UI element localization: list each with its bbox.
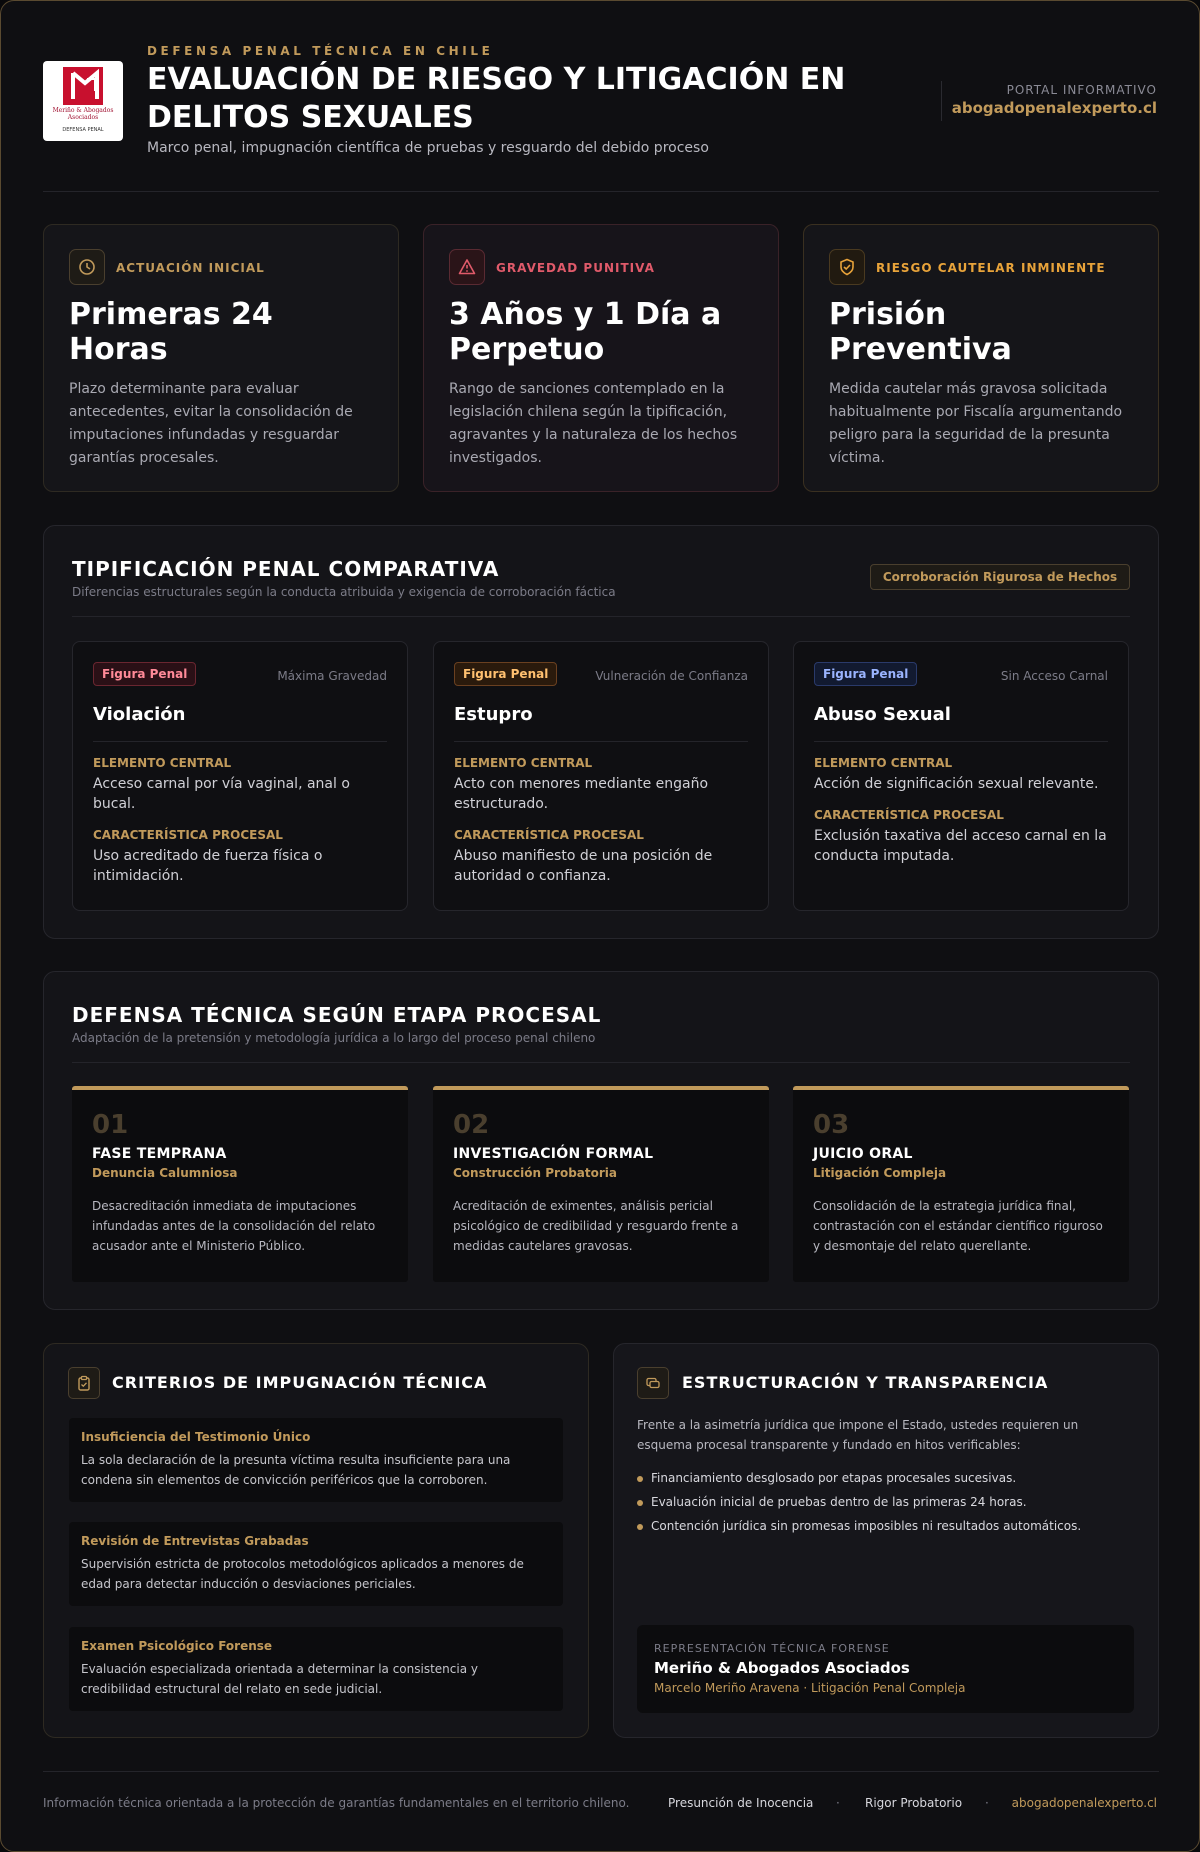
shield-icon <box>829 249 865 285</box>
stat-description: Medida cautelar más gravosa solicitada habitualmente por Fiscalía argumentando peligro para la seguridad de la presunta víctima. <box>829 381 1123 466</box>
criterio-item <box>69 1418 563 1502</box>
stage-description: Desacreditación inmediata de imputaciones infundadas antes de la consolidación del relato acusador ante el Ministerio Público. <box>92 1199 376 1253</box>
criterio-item <box>69 1627 563 1711</box>
stage-card-03 <box>793 1086 1129 1282</box>
stat-card-cautelar <box>803 224 1159 492</box>
central-value: Acción de significación sexual relevante. <box>814 776 1099 792</box>
figure-card-abuso <box>793 641 1129 911</box>
figure-card-estupro <box>433 641 769 911</box>
figure-name: Violación <box>93 704 387 742</box>
clock-icon <box>69 249 105 285</box>
rep-name: Meriño & Abogados Asociados <box>654 1659 910 1677</box>
stage-card-01 <box>72 1086 408 1282</box>
criterio-item <box>69 1522 563 1606</box>
figure-severity: Vulneración de Confianza <box>595 669 748 683</box>
procesal-value: Abuso manifiesto de una posición de autoridad o confianza. <box>454 848 713 884</box>
transparencia-title: ESTRUCTURACIÓN Y TRANSPARENCIA <box>682 1373 1049 1392</box>
page-title: EVALUACIÓN DE RIESGO Y LITIGACIÓN EN DELITOS SEXUALES <box>147 62 846 135</box>
footer-separator: · <box>985 1796 989 1810</box>
stat-description: Plazo determinante para evaluar antecedentes, evitar la consolidación de imputaciones infundadas y resguardar garantías procesales. <box>69 381 353 466</box>
stage-name: JUICIO ORAL <box>813 1146 913 1162</box>
footer-link-presuncion[interactable]: Presunción de Inocencia <box>668 1796 814 1810</box>
figure-name: Estupro <box>454 704 748 742</box>
figure-tag: Figura Penal <box>93 662 196 686</box>
stage-name: INVESTIGACIÓN FORMAL <box>453 1146 654 1162</box>
corroboration-badge: Corroboración Rigurosa de Hechos <box>870 564 1130 590</box>
header-rule <box>43 191 1159 192</box>
figure-severity: Máxima Gravedad <box>277 669 387 683</box>
procesal-label: CARACTERÍSTICA PROCESAL <box>454 828 644 842</box>
alert-icon <box>449 249 485 285</box>
rep-label: REPRESENTACIÓN TÉCNICA FORENSE <box>654 1642 890 1655</box>
central-label: ELEMENTO CENTRAL <box>93 756 232 770</box>
procesal-label: CARACTERÍSTICA PROCESAL <box>93 828 283 842</box>
procesal-label: CARACTERÍSTICA PROCESAL <box>814 808 1004 822</box>
criterio-description: La sola declaración de la presunta víctima resulta insuficiente para una condena sin elementos de convicción periféricos que la corroboren. <box>81 1453 511 1487</box>
procesal-value: Uso acreditado de fuerza física o intimidación. <box>93 848 323 884</box>
bullet-text: Financiamiento desglosado por etapas procesales sucesivas. <box>651 1471 1017 1485</box>
transparencia-bullet <box>637 1495 1027 1509</box>
footer-link-rigor[interactable]: Rigor Probatorio <box>865 1796 963 1810</box>
stat-card-inicial <box>43 224 399 492</box>
stage-number: 01 <box>92 1110 129 1140</box>
stage-focus: Litigación Compleja <box>813 1166 947 1180</box>
tipificacion-subtitle: Diferencias estructurales según la conducta atribuida y exigencia de corroboración fáctica <box>72 585 616 599</box>
etapas-subtitle: Adaptación de la pretensión y metodología jurídica a lo largo del proceso penal chileno <box>72 1031 596 1045</box>
central-label: ELEMENTO CENTRAL <box>454 756 593 770</box>
criterio-description: Supervisión estricta de protocolos metodológicos aplicados a menores de edad para detectar inducción o desviaciones periciales. <box>81 1557 524 1591</box>
stat-title: 3 Años y 1 Día a Perpetuo <box>449 297 722 367</box>
stat-card-gravedad <box>423 224 779 492</box>
footer-note: Información técnica orientada a la protección de garantías fundamentales en el territorio chileno. <box>43 1796 630 1810</box>
stage-number: 03 <box>813 1110 850 1140</box>
figure-card-violacion <box>72 641 408 911</box>
transparencia-bullet <box>637 1519 1081 1533</box>
layers-icon <box>637 1367 669 1399</box>
figure-tag: Figura Penal <box>454 662 557 686</box>
procesal-value: Exclusión taxativa del acceso carnal en la conducta imputada. <box>814 828 1107 864</box>
tipificacion-title: TIPIFICACIÓN PENAL COMPARATIVA <box>72 557 500 581</box>
figure-severity: Sin Acceso Carnal <box>1000 669 1108 683</box>
stage-description: Acreditación de eximentes, análisis pericial psicológico de credibilidad y resguardo frente a medidas cautelares gravosas. <box>453 1199 739 1253</box>
figure-tag: Figura Penal <box>814 662 917 686</box>
stat-label: RIESGO CAUTELAR INMINENTE <box>876 261 1106 275</box>
transparencia-bullet <box>637 1471 1016 1485</box>
central-label: ELEMENTO CENTRAL <box>814 756 953 770</box>
central-value: Acceso carnal por vía vaginal, anal o bucal. <box>93 776 350 812</box>
stat-description: Rango de sanciones contemplado en la legislación chilena según la tipificación, agravantes y la naturaleza de los hechos investigados. <box>449 381 738 466</box>
footer-rule <box>43 1771 1159 1772</box>
clipboard-icon <box>68 1367 100 1399</box>
page-subtitle: Marco penal, impugnación científica de pruebas y resguardo del debido proceso <box>147 140 709 156</box>
stat-label: GRAVEDAD PUNITIVA <box>496 261 655 275</box>
logo-subtext: DEFENSA PENAL <box>62 127 104 133</box>
portal-link[interactable]: abogadopenalexperto.cl <box>951 99 1157 117</box>
footer-separator: · <box>836 1796 840 1810</box>
criterio-title: Insuficiencia del Testimonio Único <box>81 1430 311 1444</box>
rep-detail: Marcelo Meriño Aravena · Litigación Penal Compleja <box>654 1681 966 1695</box>
stat-title: Primeras 24 Horas <box>69 297 273 367</box>
etapas-title: DEFENSA TÉCNICA SEGÚN ETAPA PROCESAL <box>72 1003 602 1027</box>
stage-focus: Denuncia Calumniosa <box>92 1166 238 1180</box>
panel-rule <box>72 1062 1130 1063</box>
criterio-title: Examen Psicológico Forense <box>81 1639 273 1653</box>
logo-text: Meriño & Abogados Asociados <box>52 107 114 121</box>
figure-name: Abuso Sexual <box>814 704 1108 742</box>
transparencia-intro: Frente a la asimetría jurídica que impone el Estado, ustedes requieren un esquema procesal transparente y fundado en hitos verificables: <box>637 1418 1079 1452</box>
stage-number: 02 <box>453 1110 490 1140</box>
stage-focus: Construcción Probatoria <box>453 1166 617 1180</box>
criterio-title: Revisión de Entrevistas Grabadas <box>81 1534 309 1548</box>
stat-title: Prisión Preventiva <box>829 297 1012 367</box>
criterios-title: CRITERIOS DE IMPUGNACIÓN TÉCNICA <box>112 1373 488 1392</box>
bullet-text: Evaluación inicial de pruebas dentro de las primeras 24 horas. <box>651 1495 1027 1509</box>
stage-name: FASE TEMPRANA <box>92 1146 227 1162</box>
central-value: Acto con menores mediante engaño estructurado. <box>454 776 709 812</box>
header-divider <box>941 81 942 121</box>
footer-url[interactable]: abogadopenalexperto.cl <box>1011 1796 1157 1810</box>
criterio-description: Evaluación especializada orientada a determinar la consistencia y credibilidad estructural del relato en sede judicial. <box>81 1662 478 1696</box>
stage-card-02 <box>433 1086 769 1282</box>
bullet-text: Contención jurídica sin promesas imposibles ni resultados automáticos. <box>651 1519 1082 1533</box>
portal-label: PORTAL INFORMATIVO <box>1006 83 1157 97</box>
stage-description: Consolidación de la estrategia jurídica final, contrastación con el estándar científico riguroso y desmontaje del relato querellante. <box>813 1199 1103 1253</box>
stat-label: ACTUACIÓN INICIAL <box>116 261 265 275</box>
panel-rule <box>72 616 1130 617</box>
eyebrow: DEFENSA PENAL TÉCNICA EN CHILE <box>147 44 494 58</box>
